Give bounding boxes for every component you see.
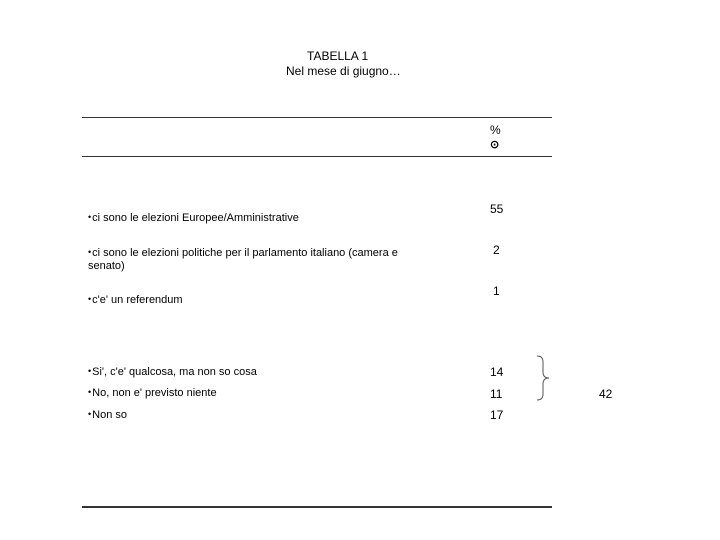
table-row-value: 55 — [490, 202, 504, 216]
table-row-label: •ci sono le elezioni Europee/Amministrative — [88, 212, 299, 224]
column-header-percent: % — [490, 123, 501, 137]
table-row-value: 17 — [490, 408, 504, 422]
bullet-icon: • — [88, 294, 92, 304]
bullet-icon: • — [88, 387, 92, 397]
curly-brace-icon — [536, 355, 550, 401]
table-row-label: •Non so — [88, 409, 128, 421]
table-row-label: •ci sono le elezioni politiche per il parlamento italiano (camera e senato) — [88, 247, 398, 272]
table-subtitle: Nel mese di giugno… — [286, 64, 401, 78]
column-symbol: ⊙ — [490, 139, 500, 151]
bottom-rule — [82, 506, 552, 508]
bullet-icon: • — [88, 366, 92, 376]
table-row-value: 14 — [490, 365, 504, 379]
table-title: TABELLA 1 — [307, 49, 369, 63]
table-row-value: 11 — [490, 387, 503, 401]
table-row-label: •Si', c'e' qualcosa, ma non so cosa — [88, 366, 257, 378]
table-row-value: 2 — [493, 243, 500, 257]
bullet-icon: • — [88, 212, 92, 222]
bullet-icon: • — [88, 247, 92, 257]
table-row-label: •c'e' un referendum — [88, 294, 183, 306]
group-total: 42 — [599, 387, 613, 401]
bullet-icon: • — [88, 409, 92, 419]
header-rule — [82, 156, 552, 157]
table-row-value: 1 — [493, 284, 500, 298]
table-row-label: •No, non e' previsto niente — [88, 387, 217, 399]
top-rule — [82, 117, 552, 118]
